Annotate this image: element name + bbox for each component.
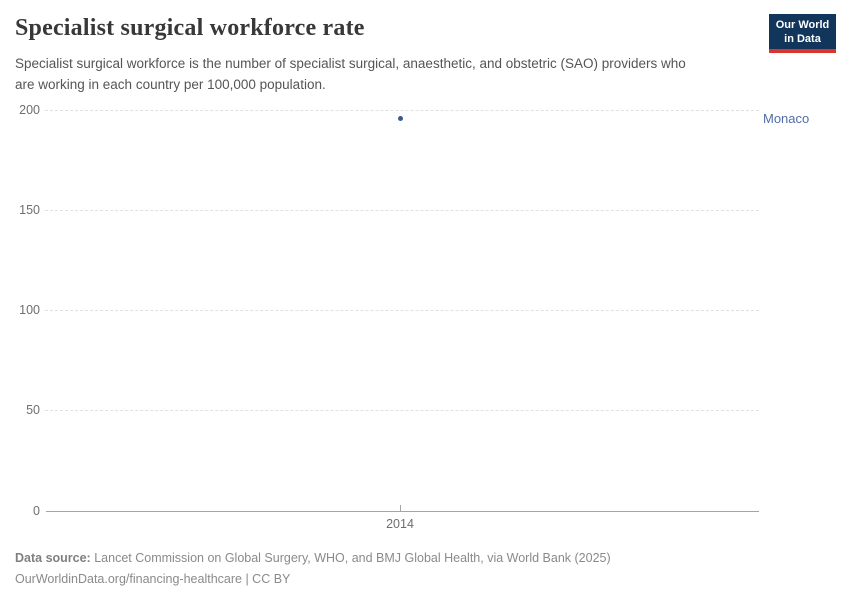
footer-source-line [15, 548, 611, 569]
footer-source-text: Lancet Commission on Global Surgery, WHO, and BMJ Global Health, via World Bank (2025) [90, 551, 611, 565]
x-axis-line [46, 511, 759, 512]
y-axis-tick-label-200: 200 [19, 103, 40, 117]
x-axis-tick-label-2014: 2014 [386, 517, 414, 531]
y-axis-tick-label-50: 50 [26, 403, 40, 417]
y-axis-tick-label-0: 0 [33, 504, 40, 518]
gridline-50 [45, 410, 759, 411]
page-subtitle: Specialist surgical workforce is the number of specialist surgical, anaesthetic, and obstetric (SAO) providers who are working in each country per 100,000 population. [15, 56, 686, 92]
gridline-200 [45, 110, 759, 111]
owid-logo-line1: Our World [775, 19, 830, 31]
y-axis-tick-label-100: 100 [19, 303, 40, 317]
gridline-100 [45, 310, 759, 311]
entity-label-monaco[interactable]: Monaco [763, 111, 810, 126]
footer-license-line[interactable]: OurWorldinData.org/financing-healthcare | CC BY [15, 572, 291, 586]
x-axis-tick-mark-2014 [400, 505, 401, 511]
chart-footer [15, 548, 611, 590]
gridline-150 [45, 210, 759, 211]
page-title: Specialist surgical workforce rate [15, 15, 365, 41]
owid-logo[interactable] [769, 14, 836, 53]
footer-source-label: Data source: [15, 551, 91, 565]
owid-logo-line2: in Data [784, 32, 821, 45]
data-point-monaco[interactable] [398, 116, 403, 121]
y-axis-tick-label-150: 150 [19, 203, 40, 217]
